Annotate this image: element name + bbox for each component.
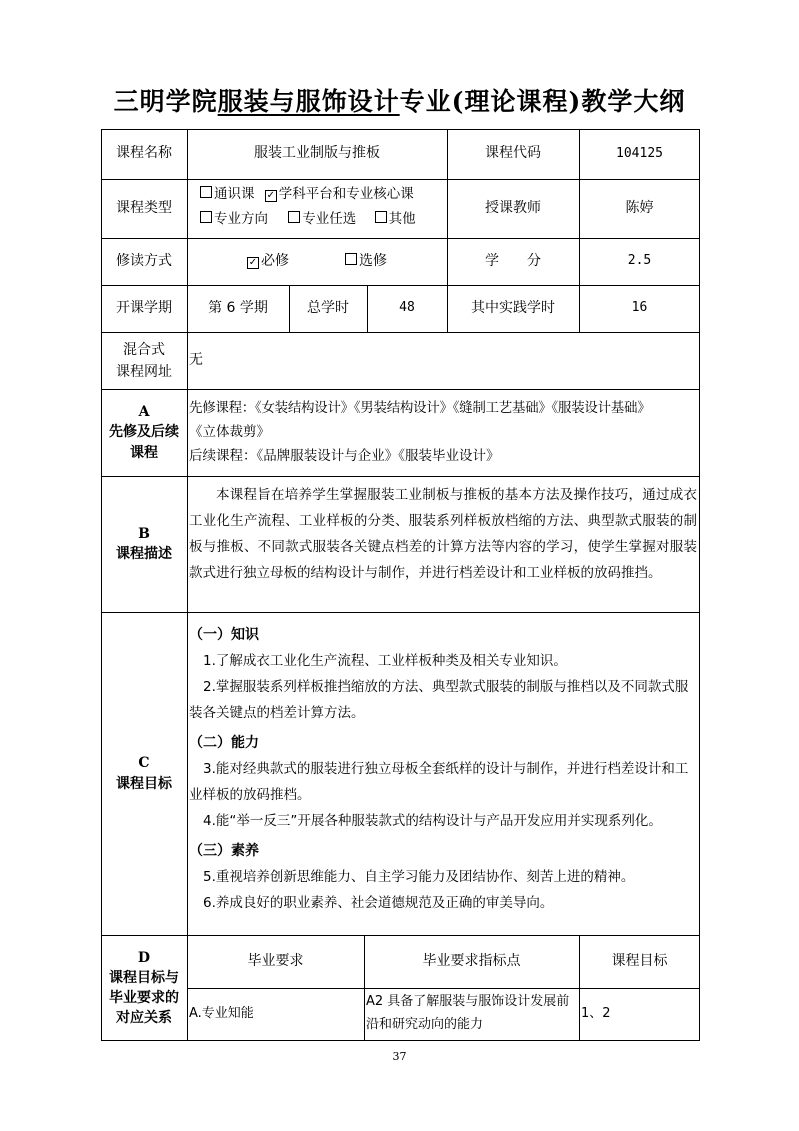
section-d-label: D 课程目标与 毕业要求的 对应关系 bbox=[109, 950, 179, 1026]
study-mode-options bbox=[187, 238, 447, 285]
indicator-point-header: 毕业要求指标点 bbox=[422, 952, 521, 969]
blended-course-url: 无 bbox=[189, 351, 203, 368]
objective-item: 3.能对经典款式的服装进行独立母板全套纸样的设计与制作，并进行档差设计和工业样板的放码推档。 bbox=[189, 761, 689, 803]
section-a-label: A 先修及后续 课程 bbox=[109, 404, 179, 461]
page-number: 37 bbox=[392, 1050, 407, 1063]
section-a-content bbox=[189, 396, 701, 468]
major-name: 服装与服饰设计 bbox=[217, 87, 400, 116]
objective-item: 6.养成良好的职业素养、社会道德规范及正确的审美导向。 bbox=[203, 895, 554, 911]
study-mode-label: 修读方式 bbox=[116, 252, 172, 269]
objective-item: 1.了解成衣工业化生产流程、工业样板种类及相关专业知识。 bbox=[203, 653, 567, 669]
checked-checkbox-icon: ✓ bbox=[266, 190, 275, 201]
prerequisite-courses: 先修课程：《女装结构设计》《男装结构设计》《缝制工艺基础》《服装设计基础》 bbox=[189, 400, 651, 416]
type-option-other[interactable]: 其他 bbox=[375, 211, 416, 227]
checkbox-icon bbox=[200, 186, 212, 198]
objective-section-knowledge: （一）知识 bbox=[189, 627, 259, 643]
section-c-label: C 课程目标 bbox=[116, 755, 172, 792]
course-objectives bbox=[189, 622, 697, 916]
type-option-direction[interactable]: 专业方向 bbox=[200, 211, 268, 227]
section-b-label: B 课程描述 bbox=[116, 525, 172, 562]
course-description: 本课程旨在培养学生掌握服装工业制板与推板的基本方法及操作技巧，通过成衣工业化生产流程、工业样板的分类、服装系列样板放档缩的方法、典型款式服装的制板与推板、不同款式服装各关键点档差的计算方法等内容的学习，使学生掌握对服装款式进行独立母板的结构设计与制作，并进行档差设计和工业样板的放码推挡。 bbox=[189, 487, 697, 581]
graduation-requirement: A.专业知能 bbox=[189, 1006, 254, 1022]
type-option-elective[interactable]: 专业任选 bbox=[288, 211, 356, 227]
objective-item: 4.能“举一反三”开展各种服装款式的结构设计与产品开发应用并实现系列化。 bbox=[203, 813, 662, 829]
graduation-requirement-header: 毕业要求 bbox=[247, 952, 304, 969]
course-goal: 1、2 bbox=[581, 1006, 611, 1022]
objective-item: 5.重视培养创新思维能力、自主学习能力及团结协作、刻苦上进的精神。 bbox=[203, 869, 635, 885]
teacher: 陈婷 bbox=[625, 199, 654, 216]
blended-course-label: 混合式 课程网址 bbox=[116, 341, 172, 380]
hours-label: 总学时 bbox=[307, 299, 349, 316]
course-name-label: 课程名称 bbox=[116, 145, 172, 162]
indicator-point: A2 具备了解服装与服饰设计发展前沿和研究动向的能力 bbox=[366, 994, 570, 1032]
checkbox-icon bbox=[200, 211, 212, 223]
checkbox-icon bbox=[375, 211, 387, 223]
course-type-label: 课程类型 bbox=[116, 199, 172, 216]
follow-up-courses: 后续课程：《品牌服装设计与企业》《服装毕业设计》 bbox=[189, 448, 500, 464]
checkbox-icon bbox=[345, 253, 357, 265]
course-goal-header: 课程目标 bbox=[611, 952, 668, 969]
credit: 2.5 bbox=[627, 253, 652, 269]
semester-label: 开课学期 bbox=[116, 299, 172, 316]
course-code: 104125 bbox=[616, 145, 663, 161]
type-option-general[interactable]: 通识课 bbox=[200, 186, 255, 202]
semester: 第 6 学期 bbox=[208, 299, 268, 316]
checkbox-icon bbox=[288, 211, 300, 223]
objective-section-ability: （二）能力 bbox=[189, 735, 259, 751]
checked-checkbox-icon: ✓ bbox=[248, 256, 258, 268]
teacher-label: 授课教师 bbox=[485, 199, 541, 216]
prerequisite-courses-cont: 《立体裁剪》 bbox=[189, 424, 270, 440]
hours: 48 bbox=[399, 300, 415, 316]
objective-item: 2.掌握服装系列样板推挡缩放的方法、典型款式服装的制版与推档以及不同款式服装各关键点的档差计算方法。 bbox=[189, 679, 689, 721]
course-name: 服装工业制版与推板 bbox=[254, 145, 380, 162]
practice-hours-label: 其中实践学时 bbox=[471, 299, 555, 316]
mode-option-elective[interactable]: 选修 bbox=[345, 252, 387, 272]
practice-hours: 16 bbox=[631, 300, 648, 316]
title-suffix: 专业(理论课程)教学大纲 bbox=[399, 87, 686, 116]
course-code-label: 课程代码 bbox=[485, 145, 541, 162]
credit-label: 学 分 bbox=[485, 252, 541, 269]
type-option-core[interactable]: ✓ 学科平台和专业核心课 bbox=[266, 186, 414, 202]
mode-option-required[interactable]: ✓ 必修 bbox=[248, 252, 289, 269]
objective-section-quality: （三）素养 bbox=[189, 843, 259, 859]
page-title bbox=[0, 82, 799, 118]
course-type-options bbox=[200, 182, 446, 232]
school-name: 三明学院 bbox=[113, 87, 218, 116]
